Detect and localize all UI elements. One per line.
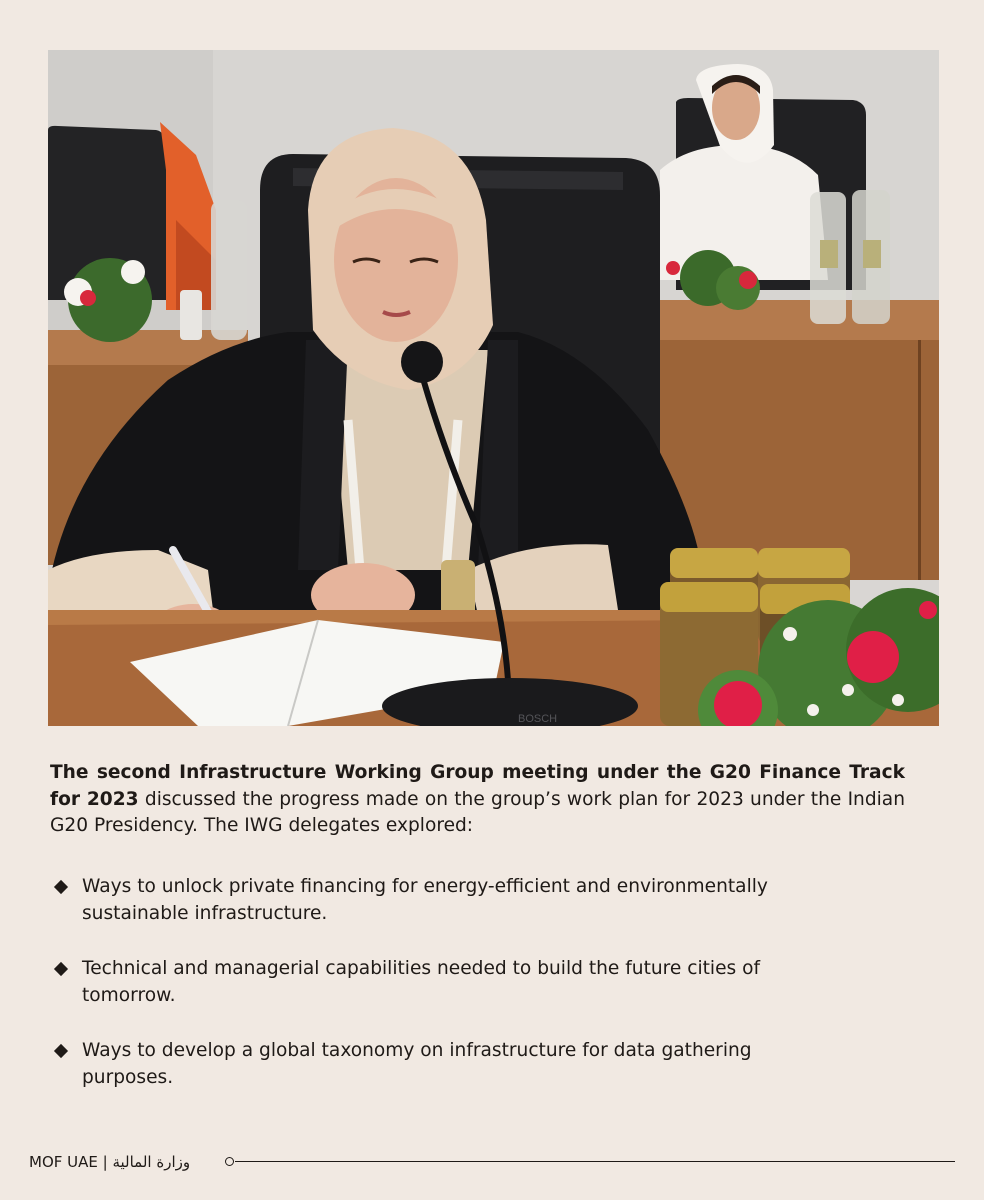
list-item-text: Ways to develop a global taxonomy on infrastructure for data gathering purposes. — [82, 1040, 752, 1088]
intro-bold-lead: The second Infrastructure Working Group meeting under the G20 Finance Track for 2023 — [50, 762, 905, 810]
explored-topics-list — [54, 874, 814, 1120]
list-item-text: Ways to unlock private financing for energy-efficient and environmentally sustainable infrastructure. — [82, 876, 768, 924]
microphone-brand-label: BOSCH — [518, 713, 558, 725]
meeting-photo — [48, 50, 939, 726]
intro-body-text: discussed the progress made on the group’s work plan for 2023 under the Indian G20 Presidency. The IWG delegates explored: — [50, 788, 905, 836]
circle-icon — [225, 1157, 234, 1166]
meeting-photo-illustration — [48, 50, 939, 726]
intro-paragraph — [50, 760, 905, 840]
diamond-bullet-icon — [54, 880, 68, 894]
list-item-text: Technical and managerial capabilities needed to build the future cities of tomorrow. — [82, 958, 761, 1006]
footer-divider — [235, 1161, 955, 1162]
diamond-bullet-icon — [54, 962, 68, 976]
list-item — [54, 874, 814, 927]
diamond-bullet-icon — [54, 1044, 68, 1058]
list-item — [54, 1038, 814, 1091]
footer — [29, 1150, 959, 1176]
footer-brand: MOF UAE | وزارة المالية — [29, 1153, 191, 1171]
list-item — [54, 956, 814, 1009]
